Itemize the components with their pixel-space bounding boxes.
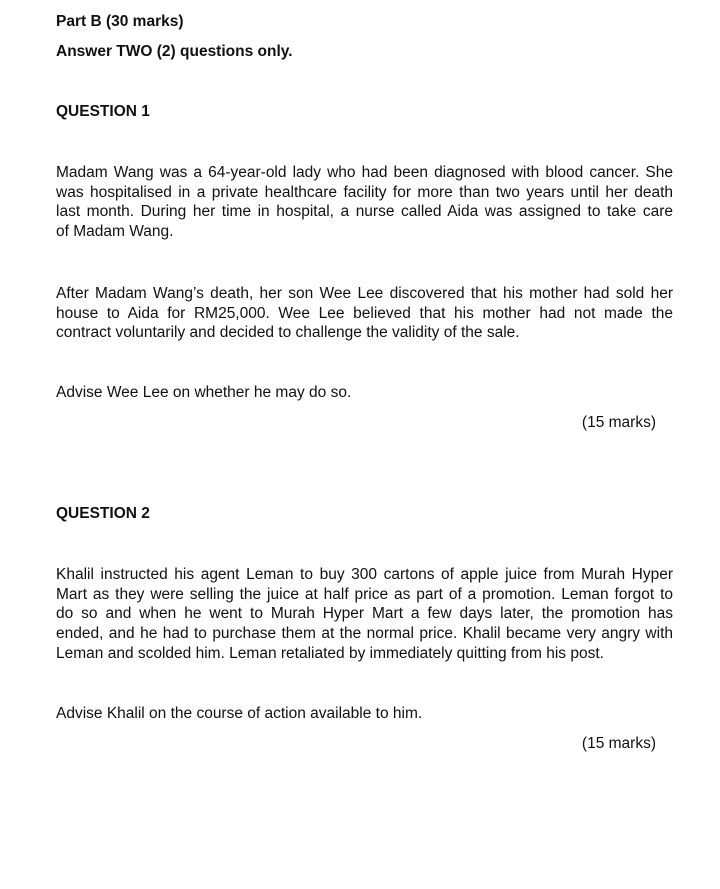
question-2-title: QUESTION 2 xyxy=(56,505,150,522)
paragraph-line: Leman and scolded him. Leman retaliated by immediately quitting from his post. xyxy=(56,644,604,662)
question-1-title: QUESTION 1 xyxy=(56,103,150,120)
paragraph-line: Madam Wang was a 64-year-old lady who had been diagnosed with blood cancer. She xyxy=(56,164,673,181)
question-1-paragraph-1 xyxy=(56,163,673,242)
paragraph-line: contract voluntarily and decided to challenge the validity of the sale. xyxy=(56,324,520,342)
paragraph-line: After Madam Wang’s death, her son Wee Lee discovered that his mother had sold her xyxy=(56,285,673,302)
question-2-paragraph-1 xyxy=(56,565,673,664)
question-1-paragraph-2 xyxy=(56,284,673,343)
paragraph-line: was hospitalised in a private healthcare facility for more than two years until her death xyxy=(56,183,673,201)
paragraph-line: Mart as they were selling the juice at half price as part of a promotion. Leman forgot to xyxy=(56,585,673,603)
part-b-heading: Part B (30 marks) xyxy=(56,13,184,30)
question-2-task: Advise Khalil on the course of action available to him. xyxy=(56,705,423,722)
paragraph-line: house to Aida for RM25,000. Wee Lee believed that his mother had not made the xyxy=(56,304,673,322)
question-2-marks: (15 marks) xyxy=(581,735,656,752)
instruction-text: Answer TWO (2) questions only. xyxy=(56,43,293,60)
question-1-marks: (15 marks) xyxy=(581,414,656,431)
paragraph-line: ended, and he had to purchase them at the normal price. Khalil became very angry with xyxy=(56,625,673,643)
paragraph-line: of Madam Wang. xyxy=(56,223,174,241)
paragraph-line: do so and when he went to Murah Hyper Mart a few days later, the promotion has xyxy=(56,605,673,623)
paragraph-line: Khalil instructed his agent Leman to buy 300 cartons of apple juice from Murah Hyper xyxy=(56,566,673,583)
question-1-task: Advise Wee Lee on whether he may do so. xyxy=(56,384,352,401)
paragraph-line: last month. During her time in hospital, a nurse called Aida was assigned to take care xyxy=(56,203,673,221)
